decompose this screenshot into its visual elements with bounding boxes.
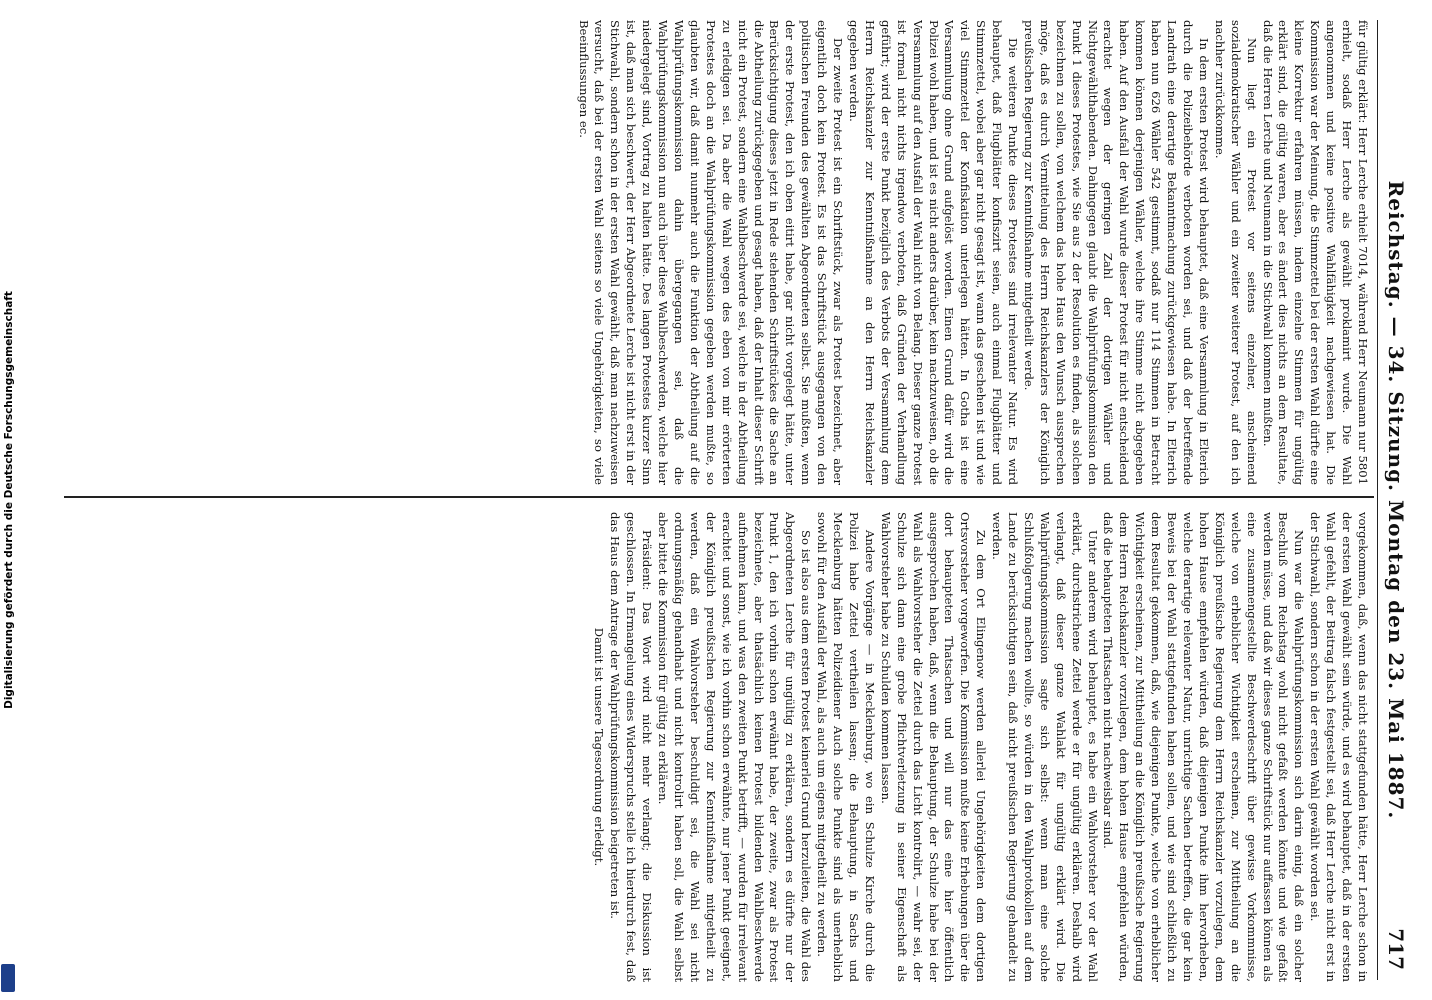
page-number: 717 — [1384, 928, 1408, 970]
paragraph: Die weiteren Punkte dieses Protestes sind irrelevanter Natur. Es wird behauptet, daß Flugblätter konfiszirt seien, auch einmal Flugblätter und Stimmzettel, wobei aber gar nicht gesagt ist, wann das geschehen ist und wie viel Stimmzettel der Konfiskation unterlegen hätten. In Gotha ist eine Versammlung ohne Grund aufgelöst worden. Einen Grund dafür wird die Polizei wohl haben, und ist es nicht anders darüber, kein nachzuweisen, ob die Versammlung auf den Ausfall der Wahl nicht von Belang. Dieser ganze Protest ist formal nicht nichts irgendwo verboten, daß Gründen der Verhandlung geführt; wird der erste Punkt bezüglich des Verbots der Versammlung dem Herrn Reichskanzler zur Kenntnißnahme an den Herrn Reichskanzler gegeben werden. — [847, 20, 1021, 485]
paragraph: Der zweite Protest ist ein Schriftstück, zwar als Protest bezeichnet, aber eigentlich doch kein Protest. Es ist das Schriftstück ausgegangen von den politischen Freunden des gewählten Abgeordneten selbst. Sie mußten, wenn der erste Protest, den ich oben eitirt habe, gar nicht vorgelegt hätte, unter Berücksichtigung dieses jetzt in Rede stehenden Schriftstückes die Sache an die Abtheilung zurückgegeben und gesagt haben, daß der Inhalt dieser Schrift nicht ein Protest, sondern eine Wahlbeschwerde sei, welche in der Abtheilung zu erledigen sei. Da aber die Wahl wegen des eben von mir erörterten Protestes doch an die Wahlprüfungskommission gegeben werden mußte, so glaubten wir, daß damit nunmehr auch die Funktion der Abtheilung auf die Wahlprüfungskommission dahin übergegangen sei, daß die Wahlprüfungskommission nun auch über diese Wahlbeschwerden, welche hier niedergelegt sind, Vortrag zu halten hätte. Des langen Protestes kurzer Sinn ist, daß man sich beschwert, der Herr Abgeordnete Lerche ist nicht erst in der Stichwahl, sondern schon in der ersten Wahl gewählt, daß man nachzuweisen versucht, daß bei der ersten Wahl seitens so viele Ungehörigkeiten, so viele Beeinflussungen ec. — [576, 20, 846, 485]
digitization-note-text: Digitalisierung gefördert durch die Deutsche Forschungsgemeinschaft — [3, 291, 15, 709]
column-divider — [64, 496, 1374, 498]
paragraph: Nun liegt ein Protest vor seitens einzelner, anscheinend sozialdemokratischer Wähler und ein zweiter weiterer Protest, auf den ich nachher zurückkomme. — [1212, 20, 1259, 485]
paragraph: In dem ersten Protest wird behauptet, daß eine Versammlung in Elterich durch die Polizeibehörde verboten worden sei, und daß der betreffende Landrath eine derartige Bekanntmachung zurückgewiesen habe. In Elterich haben nun 626 Wähler 542 gestimmt, sodaß nur 114 Stimmen in Betracht kommen können derjenigen Wähler, welche ihre Stimme nicht abgegeben haben. Auf den Ausfall der Wahl wurde dieser Protest für nicht entscheidend erachtet wegen der geringen Zahl der dortigen Wähler und Nichtgewählthabenden. Dahingegen glaubt die Wahlprüfungskommission den Punkt 1 dieses Protestes, wie Sie aus 2 der Resolution es finden, als solchen bezeichnen zu sollen, von welchem das hohe Haus den Wunsch aussprechen möge, daß es durch Vermittelung des Herrn Reichskanzlers der Königlich preußischen Regierung zur Kenntnißnahme mitgetheilt werde. — [1021, 20, 1211, 485]
paragraph: Andere Vorgänge — in Mecklenburg, wo ein Schulze Kirche durch die Polizei habe Zettel vertheilen lassen; die Behauptung, in Sachs und Mecklenburg hätten Polizeidiener Auch solche Punkte sind als unerheblich sowohl für den Ausfall der Wahl, als auch um eigens mitgetheilt zu werden. — [815, 512, 877, 982]
page-title: Reichstag. — 34. Sitzung. Montag den 23. Mai 1887. — [1384, 180, 1408, 820]
paragraph: Zu dem Ort Elingenow werden allerlei Ungehörigkeiten dem dortigen Ortsvorsteher vorgeworfen. Die Kommission mußte keine Erhebungen über die dort behaupteten Thatsachen und will nur das eine hier öffentlich ausgesprochen haben, daß, wenn die Behauptung, der Schulze habe bei der Wahl als Wahlvorsteher die Zettel durch das Licht kontrolirt, — wahr sei, der Schulze sich dann eine grobe Pflichtverletzung in seiner Eigenschaft als Wahlvorsteher habe zu Schulden kommen lassen. — [878, 512, 989, 982]
paragraph: So ist also aus dem ersten Protest keinerlei Grund herzuleiten, die Wahl des Abgeordneten Lerche für ungültig zu erklären, sondern es dürfte nur der Punkt 1, den ich vorhin schon erwähnt habe, der zweite, zwar als Protest bezeichnete, aber thatsächlich keinen Protest bildenden Wahlbeschwerde aufnehmen kann, und was den zweiten Punkt betrifft, — wurden für irrelevant erachtet und sonst, wie ich vorhin schon erwähnte, nur jener Punkt geeignet, der Königlich preußischen Regierung zur Kenntnißnahme mitgetheilt zu werden, daß ein Wahlvorsteher beschuldigt sei, die Wahl sei nicht ordnungsmäßig gehandhabt und nicht kontrolirt haben soll, die Wahl selbst aber bittet die Kommission für gültig zu erklären. — [656, 512, 814, 982]
paragraph: für gültig erklärt: Herr Lerche erhielt 7014, während Herr Neumann nur 5801 erhielt, sodaß Herr Lerche als gewählt proklamirt wurde. Die Wahl angenommen und keine positive Wahlfähigkeit nachgewiesen hat. Die Kommission war der Meinung, die Stimmzettel bei der ersten Wahl dürfte eine kleine Korrektur erfahren müssen, indem einzelne Stimmen für ungültig erklärt sind, die gültig waren, aber es ändert dies nichts an dem Resultate, daß die Herren Lerche und Neumann in die Stichwahl kommen mußten. — [1260, 20, 1370, 485]
page-header — [1380, 30, 1410, 970]
paragraph: Unter anderem wird behauptet, es habe ein Wahlvorsteher vor der Wahl erklärt, durchstrichene Zettel werde er für ungültig erklären. Deshalb wird verlangt, daß dieser ganze Wahlakt für ungültig erklärt wird. Die Wahlprüfungskommission sagte sich selbst: wenn man eine solche Schlußfolgerung machen wollte, so würden in den Wahlprotokollen auf dem Lande zu berücksichtigen sein, daß nicht preußischen Regierung gehandelt zu werden. — [990, 512, 1100, 982]
paragraph: vorgekommen, daß, wenn das nicht stattgefunden hätte, Herr Lerche schon in der ersten Wahl gewählt sein würde, und es wird behauptet, daß in der ersten Wahl gefehlt, der Beitrag falsch festgestellt sei, daß Herr Lerche nicht erst in der Stichwahl, sondern schon in der ersten Wahl gewählt worden sei. — [1308, 512, 1370, 982]
right-column — [70, 512, 1370, 982]
header-rule — [1377, 20, 1378, 980]
paragraph: Nun war die Wahlprüfungskommission sich darin einig, daß ein solcher Beschluß vom Reichstag wohl nicht gefaßt werden könnte und wie gefaßt werden müsse, und daß wir dieses ganze Schriftstück nur auffassen können als eine zusammengestellte Beschwerdeschrift über gewisse Vorkommnisse, welche von erheblicher Wichtigkeit erscheinen, zur Mittheilung an die Königlich preußische Regierung dem Herrn Reichskanzler vorzulegen, dem hohen Hause empfehlen würden, daß diejenigen Punkte ihm hervorheben, welche derartige relevanter Natur, unrichtige Sachen betreffen, die gar kein Beweis bei der Wahl stattgefunden haben sollen, und wie sind schließlich zu dem Resultat gekommen, daß, wie diejenigen Punkte, welche von erheblicher Wichtigkeit erscheinen, zur Mittheilung an die Königlich preußische Regierung dem Herrn Reichskanzler vorzulegen, dem hohen Hause empfehlen würden, daß die behaupteten Thatsachen nicht nachweisbar sind. — [1101, 512, 1307, 982]
paragraph: Präsident: Das Wort wird nicht mehr verlangt; die Diskussion ist geschlossen. In Ermangelung eines Widerspruchs stelle ich hierdurch fest, daß das Haus dem Antrage der Wahlprüfungskommission beigetreten ist. — [608, 512, 655, 982]
closing-line: Damit ist unsere Tagesordnung erledigt. — [592, 627, 607, 867]
left-column — [70, 20, 1370, 485]
